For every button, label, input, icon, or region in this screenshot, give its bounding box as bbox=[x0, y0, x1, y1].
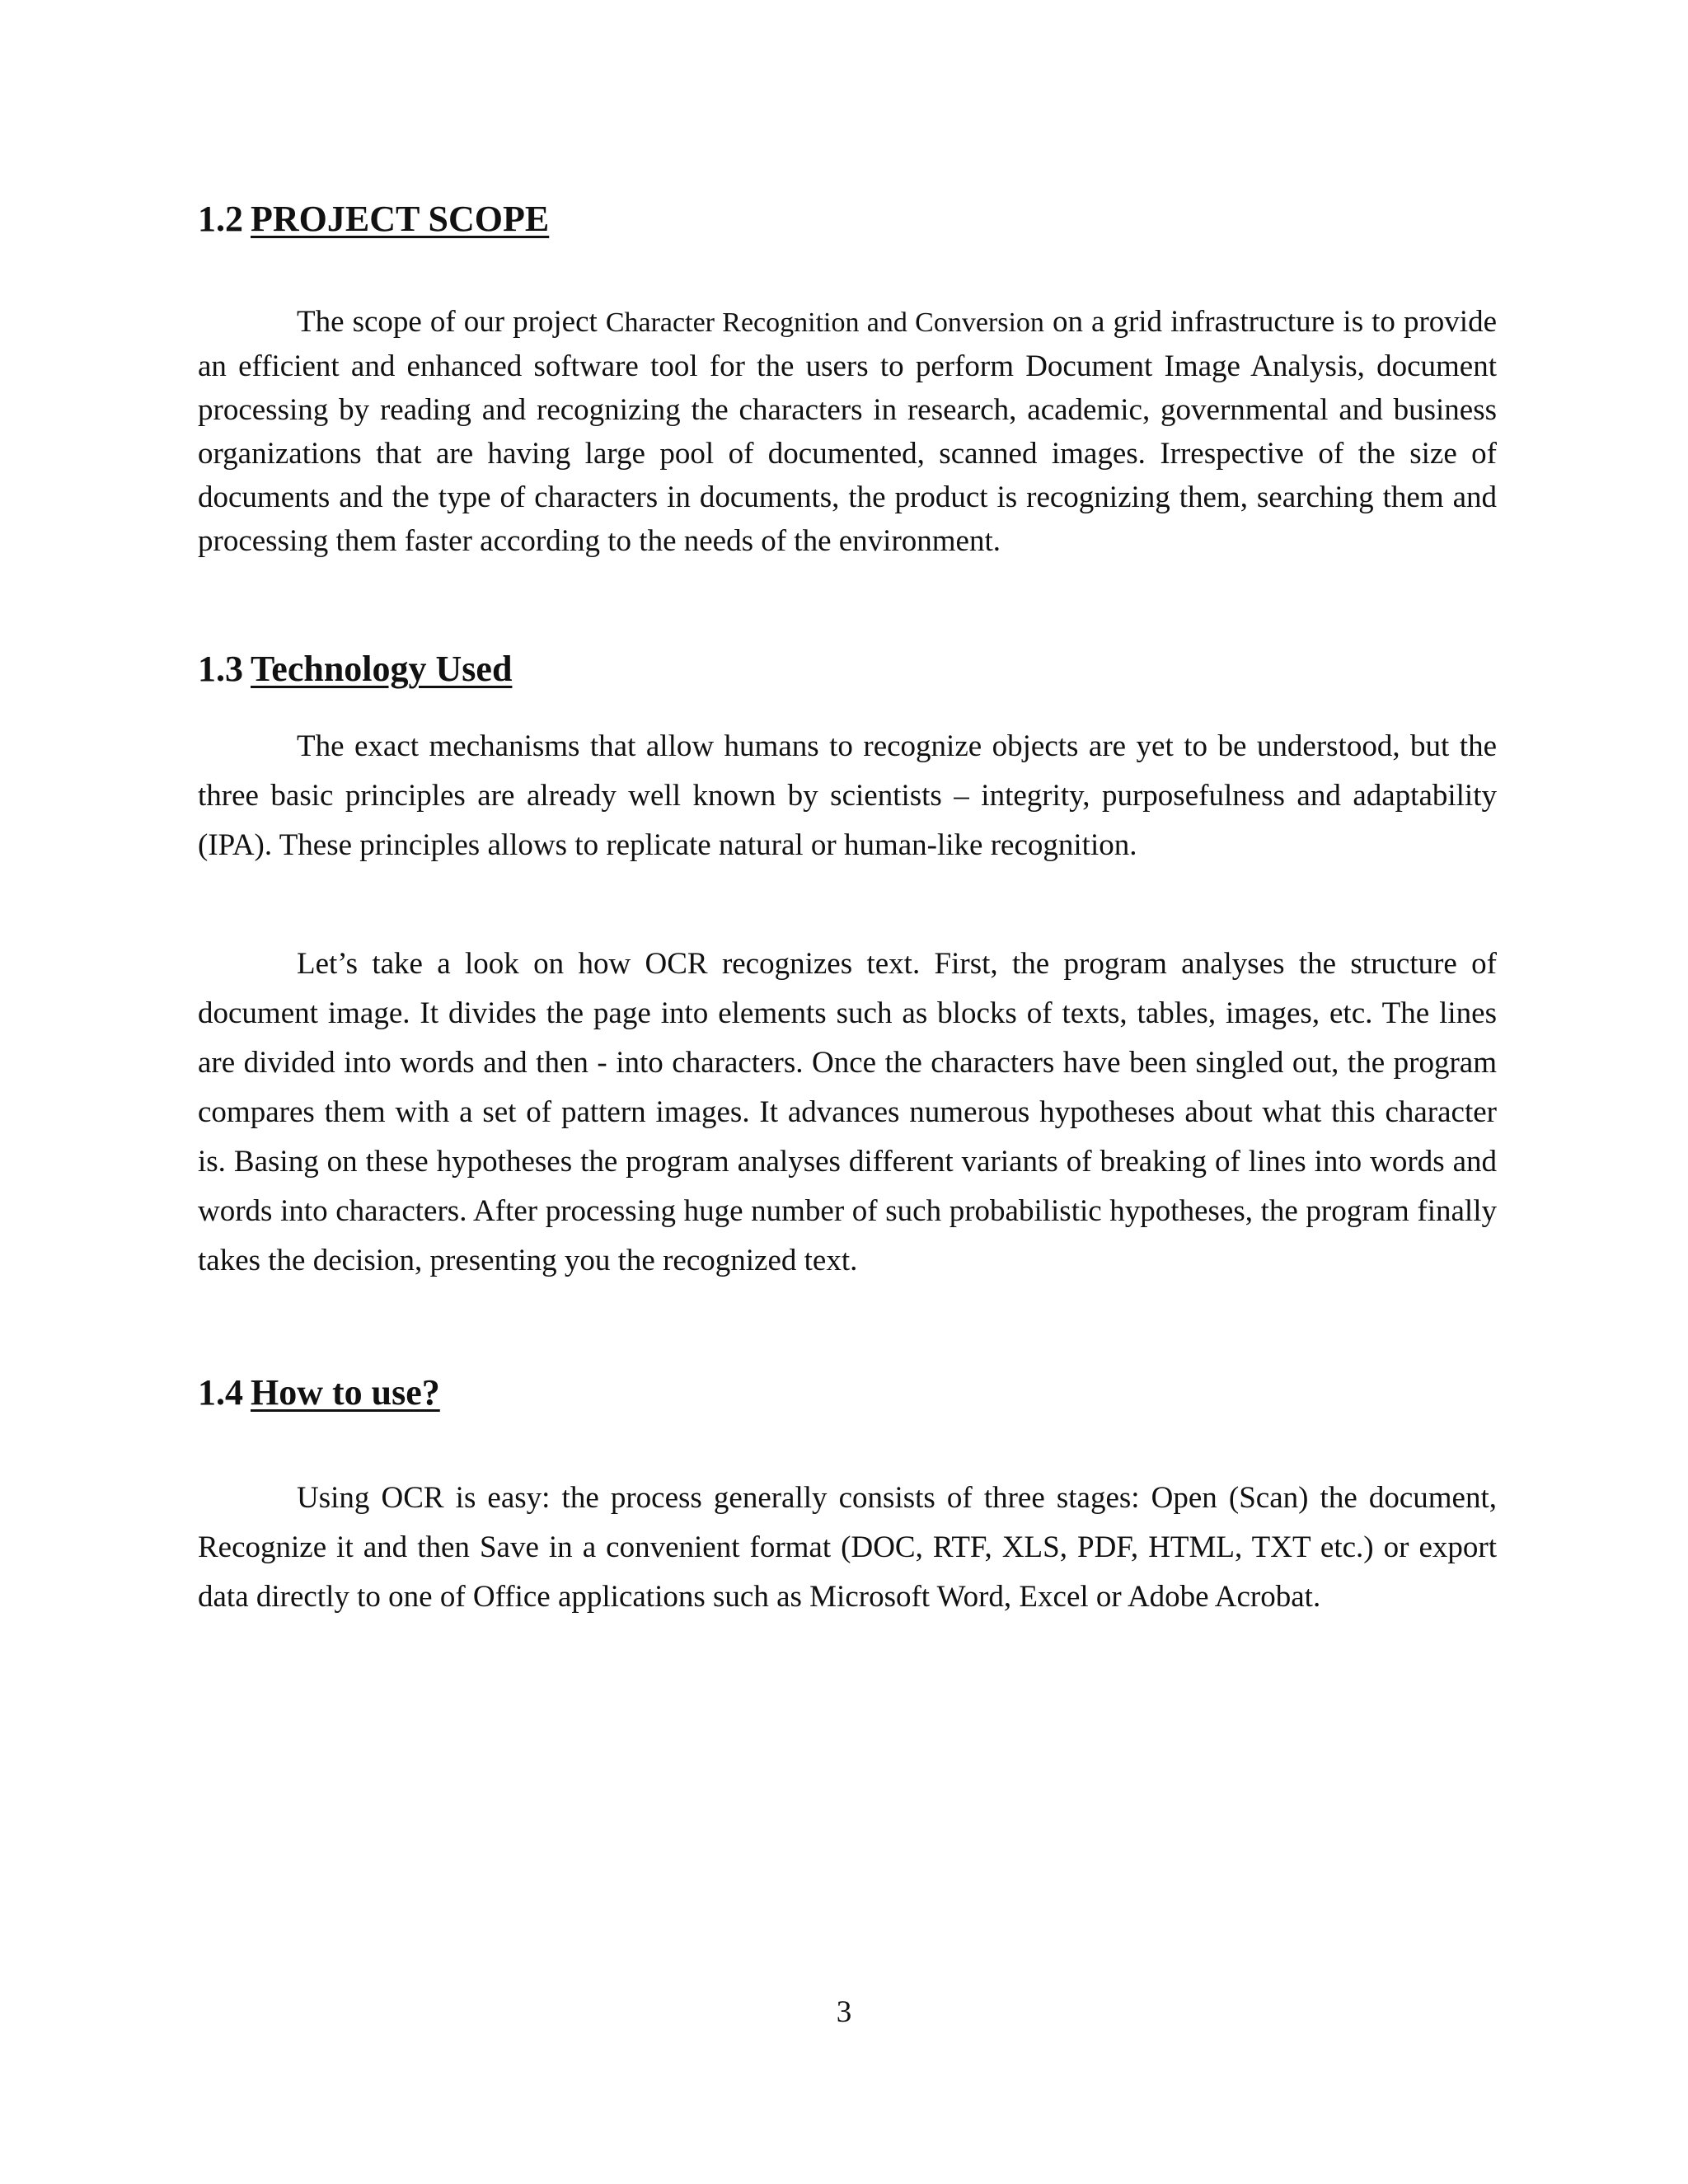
section-title: PROJECT SCOPE bbox=[251, 199, 550, 239]
page-number: 3 bbox=[836, 1995, 852, 2029]
technology-paragraph-2: Let’s take a look on how OCR recognizes text. First, the program analyses the structure of document image. It divides the page into elements such as blocks of texts, tables, images, etc. The lines are divided into words and then - into characters. Once the characters have been singled out, the program compares them with a set of pattern images. It advances numerous hypotheses about what this character is. Basing on these hypotheses the program analyses different variants of breaking of lines into words and words into characters. After processing huge number of such probabilistic hypotheses, the program finally takes the decision, presenting you the recognized text. bbox=[198, 947, 1497, 1277]
section-heading-technology-used bbox=[198, 648, 512, 691]
section-title: Technology Used bbox=[251, 649, 513, 689]
project-name: Character Recognition and Conversion bbox=[605, 307, 1044, 338]
section-heading-project-scope bbox=[198, 198, 549, 241]
section-heading-how-to-use bbox=[198, 1371, 440, 1414]
how-to-use-paragraph: Using OCR is easy: the process generally consists of three stages: Open (Scan) the document, Recognize it and then Save in a convenient format (DOC, RTF, XLS, PDF, HTML, TXT etc.) or export data directly to one of Office applications such as Microsoft Word, Excel or Adobe Acrobat. bbox=[198, 1481, 1497, 1614]
paragraph-text: The scope of our project bbox=[297, 305, 606, 339]
technology-paragraph-1: The exact mechanisms that allow humans to recognize objects are yet to be understood, but the three basic principles are already well known by scientists – integrity, purposefulness and adaptability (IPA). These principles allows to replicate natural or human-like recognition. bbox=[198, 729, 1497, 862]
project-scope-paragraph bbox=[198, 300, 1497, 563]
paragraph-text: on a grid infrastructure is to provide an efficient and enhanced software tool for the users to perform Document Image Analysis, document processing by reading and recognizing the characters in research, academic, governmental and business organizations that are having large pool of documented, scanned images. Irrespective of the size of documents and the type of characters in documents, the product is recognizing them, searching them and processing them faster according to the needs of the environment. bbox=[198, 305, 1497, 558]
section-title: How to use? bbox=[251, 1372, 440, 1413]
section-number: 1.2 bbox=[198, 199, 243, 239]
section-number: 1.3 bbox=[198, 649, 243, 689]
section-number: 1.4 bbox=[198, 1372, 243, 1413]
